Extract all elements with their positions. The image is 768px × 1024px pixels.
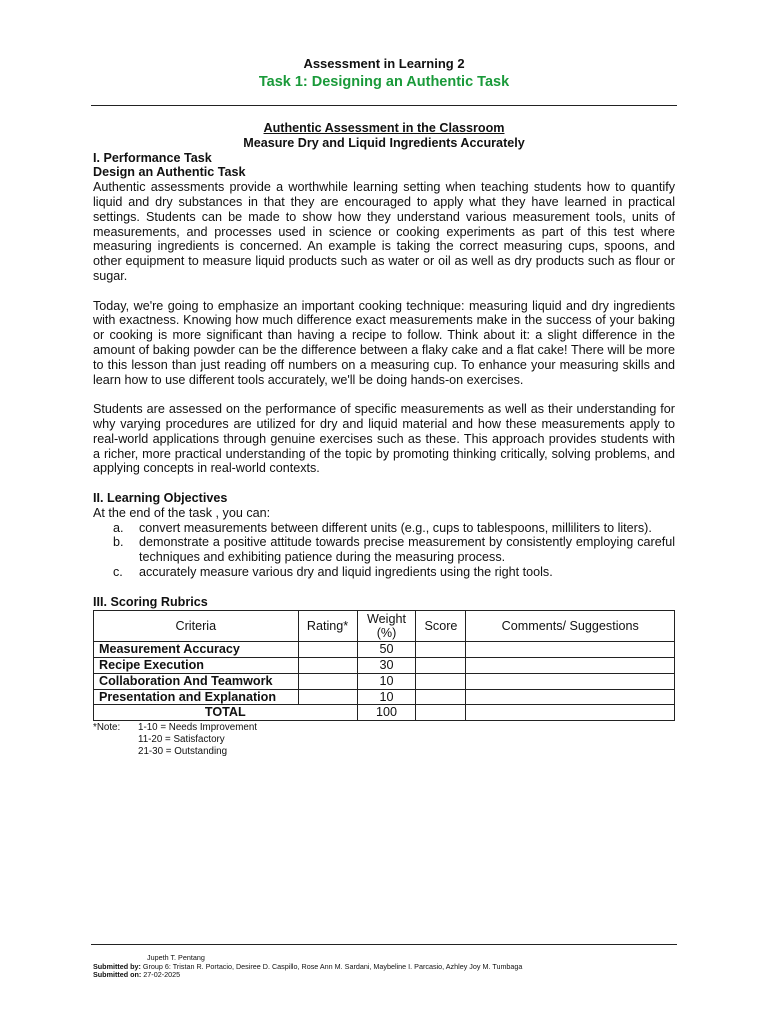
list-text: accurately measure various dry and liquid ingredients using the right tools.: [139, 564, 553, 579]
table-row: [94, 642, 675, 658]
footer-name: Jupeth T. Pentang: [147, 953, 205, 962]
note-label: *Note:: [93, 722, 121, 734]
rating-cell: [298, 642, 357, 658]
criteria-cell: Measurement Accuracy: [94, 642, 299, 658]
document-header: [0, 56, 768, 91]
list-marker: c.: [113, 564, 123, 579]
comments-cell: [466, 658, 675, 674]
note-lines: [138, 722, 257, 758]
score-cell: [416, 642, 466, 658]
document-footer: [93, 954, 683, 980]
course-title: Assessment in Learning 2: [303, 56, 465, 71]
list-item: [113, 535, 675, 565]
footer-divider: [91, 944, 677, 945]
submitted-on-value: 27-02-2025: [141, 970, 181, 980]
task-title: Task 1: Designing an Authentic Task: [258, 74, 510, 90]
submitted-by: [93, 963, 683, 972]
score-cell: [416, 673, 466, 689]
note-line: 1-10 = Needs Improvement: [138, 722, 257, 734]
comments-cell: [466, 673, 675, 689]
header-score: Score: [416, 611, 466, 642]
table-row: [94, 673, 675, 689]
comments-cell: [466, 689, 675, 705]
document-body: [93, 121, 675, 758]
total-weight: 100: [357, 705, 416, 721]
submitted-by-value: Group 6: Tristan R. Portacio, Desiree D. Caspillo, Rose Ann M. Sardani, Maybeline I. Parcasio, Azhley Joy M. Tumbaga: [140, 961, 523, 971]
list-text: convert measurements between different units (e.g., cups to tablespoons, milliliters to liters).: [139, 520, 652, 535]
section1-heading: I. Performance Task: [93, 150, 212, 165]
doc-subtitle: Measure Dry and Liquid Ingredients Accurately: [243, 135, 525, 150]
note-line: 11-20 = Satisfactory: [138, 734, 225, 746]
table-total-row: [94, 705, 675, 721]
submitted-by-label: Submitted by:: [93, 961, 141, 971]
weight-cell: 50: [357, 642, 416, 658]
weight-cell: 30: [357, 658, 416, 674]
table-row: [94, 689, 675, 705]
table-header-row: [94, 611, 675, 642]
rating-cell: [298, 689, 357, 705]
objectives-list: [113, 521, 675, 580]
rating-cell: [298, 673, 357, 689]
list-text: demonstrate a positive attitude towards precise measurement by consistently employing careful techniques and exhibiting patience during the measuring process.: [139, 535, 675, 565]
criteria-cell: Recipe Execution: [94, 658, 299, 674]
score-cell: [416, 689, 466, 705]
list-marker: a.: [113, 520, 124, 535]
section2-heading: II. Learning Objectives: [93, 490, 228, 505]
objectives-intro: At the end of the task , you can:: [93, 505, 271, 520]
header-rating: Rating*: [298, 611, 357, 642]
total-score-cell: [416, 705, 466, 721]
header-weight: Weight (%): [357, 611, 416, 642]
section1-subheading: Design an Authentic Task: [93, 165, 246, 180]
submitted-on: [93, 971, 683, 980]
score-cell: [416, 658, 466, 674]
submitted-on-label: Submitted on:: [93, 970, 142, 980]
criteria-cell: Collaboration And Teamwork: [94, 673, 299, 689]
paragraph-2: Today, we're going to emphasize an important cooking technique: measuring liquid and dry ingredients with exactness. Knowing how much difference exact measurements make in the success of your baking or cooking is more significant than having a recipe to follow. Think about it: a slight difference in the amount of baking powder can be the difference between a flaky cake and a flat cake! There will be more to this lesson than just reading off numbers on a measuring cup. To enhance your measuring skills and learn how to use different tools accurately, we'll be doing hands-on exercises.: [93, 298, 675, 387]
note-line: 21-30 = Outstanding: [138, 746, 228, 758]
total-comments-cell: [466, 705, 675, 721]
list-item: [113, 565, 675, 580]
paragraph-1: Authentic assessments provide a worthwhile learning setting when teaching students how to quantify liquid and dry substances in that they are encouraged to apply what they have learned in practical settings. Students can be made to show how they understand various measurement tools, units of measurements, and processes used in science or cooking experiments as part of this test where measuring ingredients is concerned. An example is taking the correct measuring cups, spoons, and other equipment to measure liquid products such as water or oil as well as dry products such as flour or sugar.: [93, 180, 675, 283]
list-marker: b.: [113, 535, 124, 550]
table-row: [94, 658, 675, 674]
rating-cell: [298, 658, 357, 674]
weight-cell: 10: [357, 673, 416, 689]
weight-cell: 10: [357, 689, 416, 705]
rubric-table: [93, 610, 675, 721]
paragraph-3: Students are assessed on the performance of specific measurements as well as their understanding for why varying procedures are utilized for dry and liquid material and how these measurements apply to real-world applications through genuine exercises such as these. This approach provides students with a richer, more practical understanding of the topic by promoting thinking critically, solving problems, and applying concepts in real-world contexts.: [93, 402, 675, 476]
total-label: TOTAL: [94, 705, 358, 721]
header-criteria: Criteria: [94, 611, 299, 642]
section3-heading: III. Scoring Rubrics: [93, 594, 208, 609]
rating-note: [93, 722, 675, 758]
doc-title: Authentic Assessment in the Classroom: [263, 121, 505, 135]
header-divider: [91, 105, 677, 106]
comments-cell: [466, 642, 675, 658]
list-item: [113, 521, 675, 536]
header-comments: Comments/ Suggestions: [466, 611, 675, 642]
criteria-cell: Presentation and Explanation: [94, 689, 299, 705]
